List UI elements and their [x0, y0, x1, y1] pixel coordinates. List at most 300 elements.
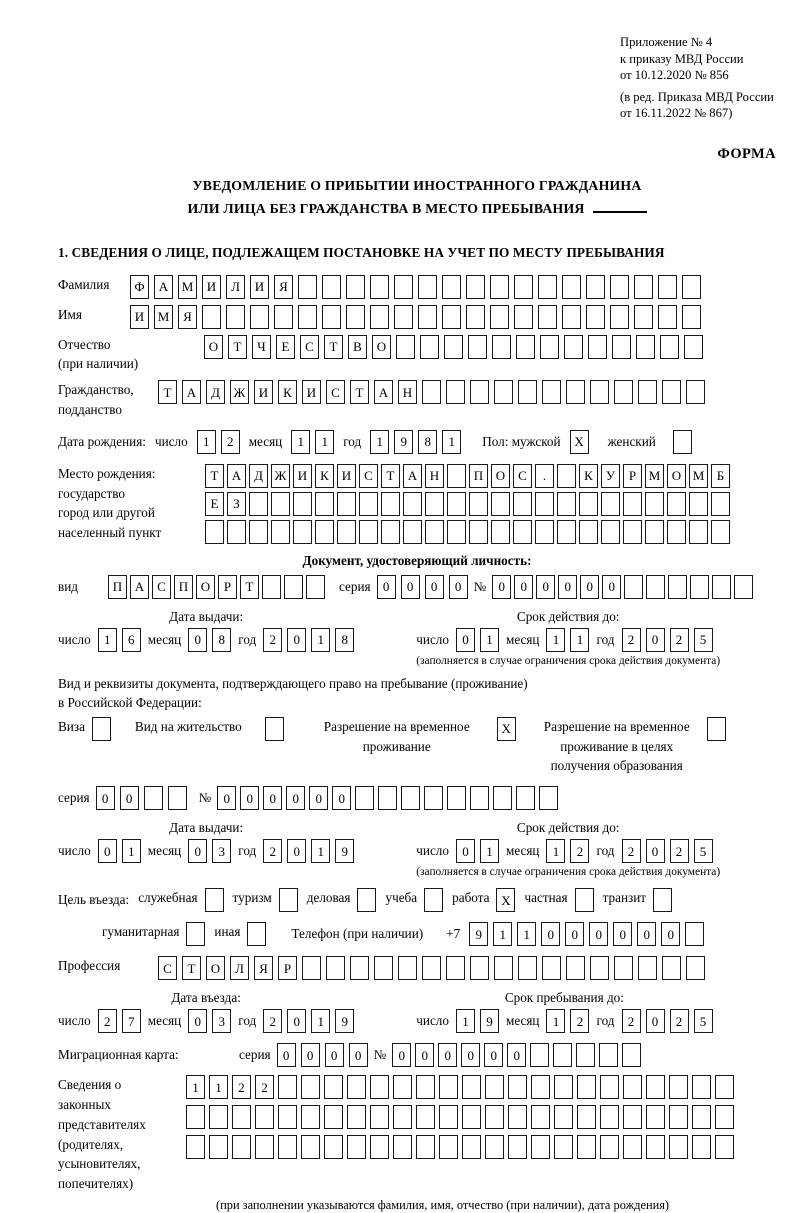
- form-cell[interactable]: 7: [122, 1009, 141, 1033]
- form-cell[interactable]: Ф: [130, 275, 149, 299]
- form-cell[interactable]: X: [496, 888, 515, 912]
- form-cell[interactable]: [470, 786, 489, 810]
- form-cell[interactable]: [393, 1135, 412, 1159]
- form-cell[interactable]: 0: [589, 922, 608, 946]
- form-cell[interactable]: [513, 492, 532, 516]
- form-cell[interactable]: [634, 305, 653, 329]
- form-cell[interactable]: [485, 1075, 504, 1099]
- form-cell[interactable]: [357, 888, 376, 912]
- form-cell[interactable]: 0: [287, 1009, 306, 1033]
- form-cell[interactable]: 9: [480, 1009, 499, 1033]
- form-cell[interactable]: М: [645, 464, 664, 488]
- form-cell[interactable]: [554, 1105, 573, 1129]
- form-cell[interactable]: А: [182, 380, 201, 404]
- form-cell[interactable]: К: [278, 380, 297, 404]
- purpose-tourism-checkbox[interactable]: [279, 888, 298, 912]
- form-cell[interactable]: 0: [646, 839, 665, 863]
- form-cell[interactable]: [418, 275, 437, 299]
- form-cell[interactable]: [577, 1075, 596, 1099]
- form-cell[interactable]: [350, 956, 369, 980]
- form-cell[interactable]: [466, 275, 485, 299]
- form-cell[interactable]: [610, 275, 629, 299]
- form-cell[interactable]: 0: [287, 628, 306, 652]
- form-cell[interactable]: [324, 1135, 343, 1159]
- form-cell[interactable]: 0: [240, 786, 259, 810]
- stay-valid-year-cells[interactable]: [622, 839, 713, 863]
- form-cell[interactable]: [508, 1135, 527, 1159]
- form-cell[interactable]: [685, 922, 704, 946]
- form-cell[interactable]: Р: [278, 956, 297, 980]
- form-cell[interactable]: С: [326, 380, 345, 404]
- form-cell[interactable]: 1: [311, 628, 330, 652]
- form-cell[interactable]: О: [372, 335, 391, 359]
- form-cell[interactable]: 0: [449, 575, 468, 599]
- form-cell[interactable]: [491, 492, 510, 516]
- form-cell[interactable]: [293, 520, 312, 544]
- form-cell[interactable]: [623, 1105, 642, 1129]
- form-cell[interactable]: 0: [646, 628, 665, 652]
- form-cell[interactable]: [202, 305, 221, 329]
- form-cell[interactable]: [446, 956, 465, 980]
- form-cell[interactable]: 1: [480, 839, 499, 863]
- form-cell[interactable]: [518, 956, 537, 980]
- representatives-cells-row1[interactable]: [186, 1075, 734, 1099]
- form-cell[interactable]: 0: [309, 786, 328, 810]
- form-cell[interactable]: 1: [546, 1009, 565, 1033]
- form-cell[interactable]: Д: [249, 464, 268, 488]
- form-cell[interactable]: X: [570, 430, 589, 454]
- form-cell[interactable]: [623, 520, 642, 544]
- form-cell[interactable]: П: [108, 575, 127, 599]
- form-cell[interactable]: М: [154, 305, 173, 329]
- form-cell[interactable]: [249, 520, 268, 544]
- purpose-humanitarian-checkbox[interactable]: [186, 922, 205, 946]
- form-cell[interactable]: [168, 786, 187, 810]
- form-cell[interactable]: [324, 1075, 343, 1099]
- form-cell[interactable]: 1: [517, 922, 536, 946]
- form-cell[interactable]: [579, 492, 598, 516]
- form-cell[interactable]: [494, 956, 513, 980]
- form-cell[interactable]: [444, 335, 463, 359]
- form-cell[interactable]: [673, 430, 692, 454]
- form-cell[interactable]: 0: [514, 575, 533, 599]
- form-cell[interactable]: [274, 305, 293, 329]
- citizenship-cells[interactable]: [158, 380, 705, 404]
- form-cell[interactable]: З: [227, 492, 246, 516]
- form-cell[interactable]: [636, 335, 655, 359]
- form-cell[interactable]: 0: [558, 575, 577, 599]
- valid-year-cells[interactable]: [622, 628, 713, 652]
- form-cell[interactable]: [247, 922, 266, 946]
- birth-place-cells-row1[interactable]: [205, 464, 730, 488]
- purpose-official-checkbox[interactable]: [205, 888, 224, 912]
- form-cell[interactable]: 0: [637, 922, 656, 946]
- valid-day-cells[interactable]: [456, 628, 499, 652]
- form-cell[interactable]: [425, 492, 444, 516]
- form-cell[interactable]: 0: [613, 922, 632, 946]
- form-cell[interactable]: [577, 1135, 596, 1159]
- form-cell[interactable]: 5: [694, 628, 713, 652]
- form-cell[interactable]: [514, 275, 533, 299]
- stay-issue-day-cells[interactable]: [98, 839, 141, 863]
- form-cell[interactable]: [205, 520, 224, 544]
- form-cell[interactable]: [322, 275, 341, 299]
- form-cell[interactable]: Т: [324, 335, 343, 359]
- form-cell[interactable]: Ч: [252, 335, 271, 359]
- form-cell[interactable]: [562, 305, 581, 329]
- form-cell[interactable]: Е: [205, 492, 224, 516]
- form-cell[interactable]: [422, 956, 441, 980]
- form-cell[interactable]: [599, 1043, 618, 1067]
- form-cell[interactable]: 5: [694, 839, 713, 863]
- form-cell[interactable]: [370, 1135, 389, 1159]
- form-cell[interactable]: [715, 1105, 734, 1129]
- form-cell[interactable]: [205, 888, 224, 912]
- form-cell[interactable]: [346, 305, 365, 329]
- form-cell[interactable]: [403, 520, 422, 544]
- form-cell[interactable]: [566, 380, 585, 404]
- form-cell[interactable]: [645, 492, 664, 516]
- form-cell[interactable]: Т: [182, 956, 201, 980]
- form-cell[interactable]: Е: [276, 335, 295, 359]
- form-cell[interactable]: [531, 1075, 550, 1099]
- form-cell[interactable]: [531, 1105, 550, 1129]
- form-cell[interactable]: [346, 275, 365, 299]
- form-cell[interactable]: [446, 380, 465, 404]
- form-cell[interactable]: [420, 335, 439, 359]
- form-cell[interactable]: [516, 335, 535, 359]
- form-cell[interactable]: 0: [301, 1043, 320, 1067]
- form-cell[interactable]: [370, 1075, 389, 1099]
- form-cell[interactable]: [355, 786, 374, 810]
- form-cell[interactable]: [623, 1075, 642, 1099]
- form-cell[interactable]: [359, 520, 378, 544]
- form-cell[interactable]: 0: [96, 786, 115, 810]
- form-cell[interactable]: [226, 305, 245, 329]
- stay-issue-month-cells[interactable]: [188, 839, 231, 863]
- form-cell[interactable]: [442, 275, 461, 299]
- form-cell[interactable]: 1: [311, 1009, 330, 1033]
- form-cell[interactable]: [278, 1105, 297, 1129]
- form-cell[interactable]: [600, 1075, 619, 1099]
- stay-until-year-cells[interactable]: [622, 1009, 713, 1033]
- form-cell[interactable]: И: [293, 464, 312, 488]
- form-cell[interactable]: [394, 305, 413, 329]
- form-cell[interactable]: 0: [456, 628, 475, 652]
- form-cell[interactable]: И: [254, 380, 273, 404]
- form-cell[interactable]: [278, 1075, 297, 1099]
- form-cell[interactable]: 8: [335, 628, 354, 652]
- form-cell[interactable]: [669, 1105, 688, 1129]
- form-cell[interactable]: 1: [370, 430, 389, 454]
- form-cell[interactable]: [374, 956, 393, 980]
- form-cell[interactable]: 0: [456, 839, 475, 863]
- form-cell[interactable]: [315, 492, 334, 516]
- form-cell[interactable]: [508, 1075, 527, 1099]
- doc-type-cells[interactable]: [108, 575, 325, 599]
- form-cell[interactable]: [359, 492, 378, 516]
- form-cell[interactable]: [279, 888, 298, 912]
- form-cell[interactable]: [557, 464, 576, 488]
- form-cell[interactable]: Н: [425, 464, 444, 488]
- form-cell[interactable]: 2: [255, 1075, 274, 1099]
- form-cell[interactable]: 2: [622, 628, 641, 652]
- form-cell[interactable]: [398, 956, 417, 980]
- form-cell[interactable]: [439, 1075, 458, 1099]
- form-cell[interactable]: 0: [286, 786, 305, 810]
- form-cell[interactable]: 2: [263, 1009, 282, 1033]
- form-cell[interactable]: 9: [335, 839, 354, 863]
- form-cell[interactable]: Н: [398, 380, 417, 404]
- form-cell[interactable]: [302, 956, 321, 980]
- form-cell[interactable]: [92, 717, 111, 741]
- form-cell[interactable]: [255, 1105, 274, 1129]
- form-cell[interactable]: 0: [188, 839, 207, 863]
- form-cell[interactable]: [682, 275, 701, 299]
- form-cell[interactable]: [262, 575, 281, 599]
- form-cell[interactable]: [564, 335, 583, 359]
- form-cell[interactable]: [553, 1043, 572, 1067]
- form-cell[interactable]: Р: [623, 464, 642, 488]
- form-cell[interactable]: [337, 492, 356, 516]
- form-cell[interactable]: [623, 1135, 642, 1159]
- form-cell[interactable]: О: [196, 575, 215, 599]
- valid-month-cells[interactable]: [546, 628, 589, 652]
- form-cell[interactable]: 2: [622, 1009, 641, 1033]
- form-cell[interactable]: [692, 1075, 711, 1099]
- form-cell[interactable]: [554, 1135, 573, 1159]
- surname-cells[interactable]: [130, 275, 701, 299]
- patronymic-cells[interactable]: [204, 335, 703, 359]
- form-cell[interactable]: [645, 520, 664, 544]
- form-cell[interactable]: [186, 1105, 205, 1129]
- form-cell[interactable]: У: [601, 464, 620, 488]
- form-cell[interactable]: [298, 275, 317, 299]
- form-cell[interactable]: [439, 1135, 458, 1159]
- form-cell[interactable]: 0: [188, 628, 207, 652]
- purpose-study-checkbox[interactable]: [424, 888, 443, 912]
- form-cell[interactable]: [612, 335, 631, 359]
- form-cell[interactable]: 0: [461, 1043, 480, 1067]
- form-cell[interactable]: 2: [570, 1009, 589, 1033]
- form-cell[interactable]: [516, 786, 535, 810]
- edu-permit-checkbox[interactable]: [707, 717, 726, 741]
- form-cell[interactable]: 0: [263, 786, 282, 810]
- form-cell[interactable]: [378, 786, 397, 810]
- form-cell[interactable]: [271, 492, 290, 516]
- form-cell[interactable]: [265, 717, 284, 741]
- form-cell[interactable]: 1: [186, 1075, 205, 1099]
- form-cell[interactable]: [575, 888, 594, 912]
- form-cell[interactable]: 1: [546, 839, 565, 863]
- form-cell[interactable]: [658, 275, 677, 299]
- form-cell[interactable]: [623, 492, 642, 516]
- form-cell[interactable]: [425, 520, 444, 544]
- form-cell[interactable]: [424, 786, 443, 810]
- form-cell[interactable]: [416, 1105, 435, 1129]
- form-cell[interactable]: Л: [226, 275, 245, 299]
- form-cell[interactable]: 0: [188, 1009, 207, 1033]
- form-cell[interactable]: [403, 492, 422, 516]
- form-cell[interactable]: 2: [670, 839, 689, 863]
- form-cell[interactable]: 0: [325, 1043, 344, 1067]
- form-cell[interactable]: [396, 335, 415, 359]
- form-cell[interactable]: 5: [694, 1009, 713, 1033]
- form-cell[interactable]: [689, 492, 708, 516]
- form-cell[interactable]: В: [348, 335, 367, 359]
- form-cell[interactable]: [686, 380, 705, 404]
- form-cell[interactable]: 9: [335, 1009, 354, 1033]
- form-cell[interactable]: И: [202, 275, 221, 299]
- form-cell[interactable]: 0: [120, 786, 139, 810]
- representatives-cells-row3[interactable]: [186, 1135, 734, 1159]
- entry-month-cells[interactable]: [188, 1009, 231, 1033]
- form-cell[interactable]: И: [302, 380, 321, 404]
- form-cell[interactable]: 0: [425, 575, 444, 599]
- form-cell[interactable]: 0: [287, 839, 306, 863]
- form-cell[interactable]: 1: [98, 628, 117, 652]
- form-cell[interactable]: [490, 305, 509, 329]
- form-cell[interactable]: [301, 1075, 320, 1099]
- form-cell[interactable]: [232, 1105, 251, 1129]
- form-cell[interactable]: [494, 380, 513, 404]
- form-cell[interactable]: [284, 575, 303, 599]
- form-cell[interactable]: [662, 956, 681, 980]
- stay-series-cells[interactable]: [96, 786, 187, 810]
- stay-issue-year-cells[interactable]: [263, 839, 354, 863]
- form-cell[interactable]: С: [513, 464, 532, 488]
- form-cell[interactable]: [322, 305, 341, 329]
- form-cell[interactable]: [447, 786, 466, 810]
- form-cell[interactable]: [186, 922, 205, 946]
- form-cell[interactable]: [540, 335, 559, 359]
- form-cell[interactable]: [590, 380, 609, 404]
- form-cell[interactable]: 0: [565, 922, 584, 946]
- form-cell[interactable]: 0: [602, 575, 621, 599]
- form-cell[interactable]: [600, 1135, 619, 1159]
- form-cell[interactable]: 8: [212, 628, 231, 652]
- sex-male-checkbox[interactable]: [570, 430, 589, 454]
- form-cell[interactable]: 1: [209, 1075, 228, 1099]
- form-cell[interactable]: Ж: [271, 464, 290, 488]
- form-cell[interactable]: [586, 305, 605, 329]
- form-cell[interactable]: [315, 520, 334, 544]
- form-cell[interactable]: .: [535, 464, 554, 488]
- purpose-transit-checkbox[interactable]: [653, 888, 672, 912]
- form-cell[interactable]: [662, 380, 681, 404]
- form-cell[interactable]: [278, 1135, 297, 1159]
- form-cell[interactable]: [493, 786, 512, 810]
- form-cell[interactable]: [381, 520, 400, 544]
- form-cell[interactable]: X: [497, 717, 516, 741]
- form-cell[interactable]: [538, 305, 557, 329]
- form-cell[interactable]: 0: [484, 1043, 503, 1067]
- form-cell[interactable]: С: [158, 956, 177, 980]
- form-cell[interactable]: Д: [206, 380, 225, 404]
- form-cell[interactable]: [600, 1105, 619, 1129]
- form-cell[interactable]: 0: [536, 575, 555, 599]
- birth-month-cells[interactable]: [291, 430, 334, 454]
- form-cell[interactable]: [439, 1105, 458, 1129]
- form-cell[interactable]: [690, 575, 709, 599]
- form-cell[interactable]: О: [667, 464, 686, 488]
- temp-permit-checkbox[interactable]: [497, 717, 516, 741]
- form-cell[interactable]: [485, 1105, 504, 1129]
- form-cell[interactable]: М: [689, 464, 708, 488]
- form-cell[interactable]: А: [130, 575, 149, 599]
- form-cell[interactable]: 2: [670, 628, 689, 652]
- form-cell[interactable]: [538, 275, 557, 299]
- form-cell[interactable]: [601, 520, 620, 544]
- form-cell[interactable]: Б: [711, 464, 730, 488]
- form-cell[interactable]: [712, 575, 731, 599]
- form-cell[interactable]: [542, 380, 561, 404]
- birth-year-cells[interactable]: [370, 430, 461, 454]
- form-cell[interactable]: [711, 520, 730, 544]
- form-cell[interactable]: А: [154, 275, 173, 299]
- form-cell[interactable]: С: [359, 464, 378, 488]
- form-cell[interactable]: [653, 888, 672, 912]
- form-cell[interactable]: 1: [311, 839, 330, 863]
- phone-cells[interactable]: [469, 922, 704, 946]
- form-cell[interactable]: [734, 575, 753, 599]
- form-cell[interactable]: [518, 380, 537, 404]
- form-cell[interactable]: 1: [122, 839, 141, 863]
- form-cell[interactable]: [370, 1105, 389, 1129]
- form-cell[interactable]: 0: [492, 575, 511, 599]
- form-cell[interactable]: [401, 786, 420, 810]
- form-cell[interactable]: 2: [570, 839, 589, 863]
- form-cell[interactable]: [250, 305, 269, 329]
- form-cell[interactable]: 0: [217, 786, 236, 810]
- form-cell[interactable]: [416, 1135, 435, 1159]
- form-cell[interactable]: 6: [122, 628, 141, 652]
- form-cell[interactable]: [186, 1135, 205, 1159]
- form-cell[interactable]: 2: [98, 1009, 117, 1033]
- form-cell[interactable]: [601, 492, 620, 516]
- form-cell[interactable]: [418, 305, 437, 329]
- form-cell[interactable]: [298, 305, 317, 329]
- form-cell[interactable]: [447, 492, 466, 516]
- form-cell[interactable]: [535, 520, 554, 544]
- form-cell[interactable]: [715, 1075, 734, 1099]
- form-cell[interactable]: К: [315, 464, 334, 488]
- form-cell[interactable]: [227, 520, 246, 544]
- form-cell[interactable]: А: [227, 464, 246, 488]
- form-cell[interactable]: [692, 1105, 711, 1129]
- form-cell[interactable]: [271, 520, 290, 544]
- form-cell[interactable]: [393, 1075, 412, 1099]
- form-cell[interactable]: 8: [418, 430, 437, 454]
- doc-number-cells[interactable]: [492, 575, 753, 599]
- form-cell[interactable]: [576, 1043, 595, 1067]
- form-cell[interactable]: [586, 275, 605, 299]
- form-cell[interactable]: [684, 335, 703, 359]
- form-cell[interactable]: [682, 305, 701, 329]
- sex-female-checkbox[interactable]: [673, 430, 692, 454]
- form-cell[interactable]: О: [491, 464, 510, 488]
- form-cell[interactable]: [554, 1075, 573, 1099]
- form-cell[interactable]: [347, 1075, 366, 1099]
- form-cell[interactable]: [692, 1135, 711, 1159]
- form-cell[interactable]: Т: [381, 464, 400, 488]
- form-cell[interactable]: [514, 305, 533, 329]
- form-cell[interactable]: [711, 492, 730, 516]
- form-cell[interactable]: А: [374, 380, 393, 404]
- form-cell[interactable]: 0: [580, 575, 599, 599]
- form-cell[interactable]: [491, 520, 510, 544]
- form-cell[interactable]: 0: [377, 575, 396, 599]
